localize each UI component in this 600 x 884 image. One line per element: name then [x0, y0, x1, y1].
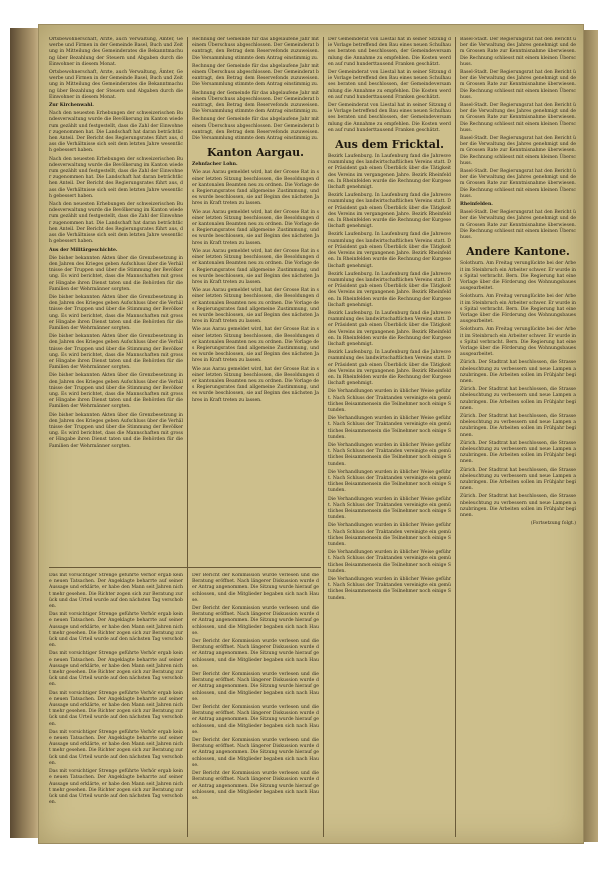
article-text: Die Verhandlungen wurden in üblicher Weise geführt. Nach Schluss der Traktanden vereinigte ein gemütliches Beisammensein die Teilnehmer noch einige Stunden.	[328, 389, 451, 413]
article-text: Zürich. Der Stadtrat hat beschlossen, die Strassenbeleuchtung zu verbessern und neue Lampen anzubringen. Die Arbeiten sollen im Frühjahr beginnen.	[460, 440, 576, 465]
newspaper-page	[38, 24, 584, 844]
column-3	[328, 37, 451, 835]
article-text: Nach den neuesten Erhebungen der schweizerischen Bundesverwaltung wurde die Bevölkerung im Kanton wiederum gezählt und festgestellt, dass die Zahl der Einwohner zugenommen hat. Die Landschaft hat daran beträchtlichen Anteil. Der Bericht des Regierungsrates führt aus, dass die Verhältnisse sich seit dem letzten Jahre wesentlich gebessert haben.	[49, 156, 183, 199]
article-text: Das mit vorsichtiger Strenge geführte Verhör ergab keine neuen Tatsachen. Der Angeklagte beharrte auf seiner Aussage und erklärte, er habe den Mann seit Jahren nicht mehr gesehen. Die Richter zogen sich zur Beratung zurück und das Urteil wurde auf den nächsten Tag verschoben.	[49, 690, 183, 727]
article-heading: Zehnfacher Lohn.	[192, 162, 238, 168]
article-text: Basel-Stadt. Der Regierungsrat hat den Bericht über die Verwaltung des Jahres genehmigt und dem Grossen Rate zur Kenntnisnahme überwiesen. Die Rechnung schliesst mit einem kleinen Überschuss.	[460, 210, 576, 241]
article-text: Das mit vorsichtiger Strenge geführte Verhör ergab keine neuen Tatsachen. Der Angeklagte beharrte auf seiner Aussage und erklärte, er habe den Mann seit Jahren nicht mehr gesehen. Die Richter zogen sich zur Beratung zurück und das Urteil wurde auf den nächsten Tag verschoben.	[49, 651, 183, 688]
article-text: Bezirk Laufenburg. In Laufenburg fand die Jahresversammlung des landwirtschaftlichen Vereins statt. Der Präsident gab einen Überblick über die Tätigkeit des Vereins im vergangenen Jahre. Bezirk Rheinfelden. In Rheinfelden wurde die Rechnung der Kurgesellschaft genehmigt.	[328, 193, 451, 230]
article-text: Nach den neuesten Erhebungen der schweizerischen Bundesverwaltung wurde die Bevölkerung im Kanton wiederum gezählt und festgestellt, dass die Zahl der Einwohner zugenommen hat. Die Landschaft hat daran beträchtlichen Anteil. Der Bericht des Regierungsrates führt aus, dass die Verhältnisse sich seit dem letzten Jahre wesentlich gebessert haben.	[49, 111, 183, 154]
article-text: Wie aus Aarau gemeldet wird, hat der Grosse Rat in seiner letzten Sitzung beschlossen, die Besoldungen der kantonalen Beamten neu zu ordnen. Die Vorlage des Regierungsrates fand allgemeine Zustimmung, und es wurde beschlossen, sie auf Beginn des nächsten Jahres in Kraft treten zu lassen.	[192, 170, 319, 207]
column-rule	[187, 37, 188, 837]
article-text: Die bisher bekannten Akten über die Grenzbesetzung in den Jahren des Krieges geben Aufschluss über die Verhältnisse der Truppen und über die Stimmung der Bevölkerung. Es wird berichtet, dass die Mannschaften mit grosser Hingabe ihren Dienst taten und die Behörden für die Familien der Wehrmänner sorgten.	[49, 334, 183, 371]
article-text: Der Gemeinderat von Liestal hat in seiner Sitzung die Vorlage betreffend den Bau eines neuen Schulhauses beraten und beschlossen, der Gemeindeversammlung die Annahme zu empfehlen. Die Kosten werden auf rund hunderttausend Franken geschätzt.	[328, 70, 451, 100]
article-text: Ortsbewohnerschaft, Arzte, auch Verwaltung, Ämter, Gewerbe und Firmen in der Gemeinde Basel, Buch und Zeitung in Mitteilung des Gemeinderates die Bekanntmachung über Bezahlung der Steuern und Abgaben durch die Einwohner in diesem Monat.	[49, 70, 183, 100]
article-text: Bezirk Laufenburg. In Laufenburg fand die Jahresversammlung des landwirtschaftlichen Vereins statt. Der Präsident gab einen Überblick über die Tätigkeit des Vereins im vergangenen Jahre. Bezirk Rheinfelden. In Rheinfelden wurde die Rechnung der Kurgesellschaft genehmigt.	[328, 310, 451, 347]
article-text: Die Verhandlungen wurden in üblicher Weise geführt. Nach Schluss der Traktanden vereinigte ein gemütliches Beisammensein die Teilnehmer noch einige Stunden.	[328, 577, 451, 601]
article-text: Das mit vorsichtiger Strenge geführte Verhör ergab keine neuen Tatsachen. Der Angeklagte beharrte auf seiner Aussage und erklärte, er habe den Mann seit Jahren nicht mehr gesehen. Die Richter zogen sich zur Beratung zurück und das Urteil wurde auf den nächsten Tag verschoben.	[49, 729, 183, 766]
article-heading: Aus der Militärgeschichte.	[49, 247, 118, 253]
section-heading: Andere Kantone.	[466, 245, 570, 259]
article-text: Bezirk Laufenburg. In Laufenburg fand die Jahresversammlung des landwirtschaftlichen Vereins statt. Der Präsident gab einen Überblick über die Tätigkeit des Vereins im vergangenen Jahre. Bezirk Rheinfelden. In Rheinfelden wurde die Rechnung der Kurgesellschaft genehmigt.	[328, 154, 451, 191]
article-text: Basel-Stadt. Der Regierungsrat hat den Bericht über die Verwaltung des Jahres genehmigt und dem Grossen Rate zur Kenntnisnahme überwiesen. Die Rechnung schliesst mit einem kleinen Überschuss.	[460, 37, 576, 67]
article-text: Solothurn. Am Freitag verunglückte bei der Arbeit im Steinbruch ein Arbeiter schwer. Er wurde ins Spital verbracht. Bern. Die Regierung hat eine Vorlage über die Förderung des Wohnungsbaues ausgearbeitet.	[460, 261, 576, 292]
section-rule	[49, 567, 321, 568]
article-heading: Rheinfelden.	[460, 202, 493, 208]
column-4	[460, 37, 576, 835]
column-2	[192, 37, 319, 563]
article-text: Basel-Stadt. Der Regierungsrat hat den Bericht über die Verwaltung des Jahres genehmigt und dem Grossen Rate zur Kenntnisnahme überwiesen. Die Rechnung schliesst mit einem kleinen Überschuss.	[460, 169, 576, 199]
column-rule	[455, 37, 456, 837]
column-rule	[323, 37, 324, 837]
story-left-continued	[192, 573, 319, 835]
article-text: Rechnung der Gemeinde für das abgelaufene Jahr mit einem Überschuss abgeschlossen. Der Gemeinderat beantragt, den Betrag dem Reservefonds zuzuweisen. Die Versammlung stimmte dem Antrag einstimmig zu.	[192, 37, 319, 61]
article-text: Basel-Stadt. Der Regierungsrat hat den Bericht über die Verwaltung des Jahres genehmigt und dem Grossen Rate zur Kenntnisnahme überwiesen. Die Rechnung schliesst mit einem kleinen Überschuss.	[460, 103, 576, 133]
section-heading: Kanton Aargau.	[206, 146, 305, 160]
article-text: Die bisher bekannten Akten über die Grenzbesetzung in den Jahren des Krieges geben Aufschluss über die Verhältnisse der Truppen und über die Stimmung der Bevölkerung. Es wird berichtet, dass die Mannschaften mit grosser Hingabe ihren Dienst taten und die Behörden für die Familien der Wehrmänner sorgten.	[49, 294, 183, 331]
section-heading: Aus dem Fricktal.	[335, 138, 444, 152]
article-text: Das mit vorsichtiger Strenge geführte Verhör ergab keine neuen Tatsachen. Der Angeklagte beharrte auf seiner Aussage und erklärte, er habe den Mann seit Jahren nicht mehr gesehen. Die Richter zogen sich zur Beratung zurück und das Urteil wurde auf den nächsten Tag verschoben.	[49, 612, 183, 649]
article-text: Nach den neuesten Erhebungen der schweizerischen Bundesverwaltung wurde die Bevölkerung im Kanton wiederum gezählt und festgestellt, dass die Zahl der Einwohner zugenommen hat. Die Landschaft hat daran beträchtlichen Anteil. Der Bericht des Regierungsrates führt aus, dass die Verhältnisse sich seit dem letzten Jahre wesentlich gebessert haben.	[49, 202, 183, 245]
article-text: Basel-Stadt. Der Regierungsrat hat den Bericht über die Verwaltung des Jahres genehmigt und dem Grossen Rate zur Kenntnisnahme überwiesen. Die Rechnung schliesst mit einem kleinen Überschuss.	[460, 136, 576, 166]
article-text: Solothurn. Am Freitag verunglückte bei der Arbeit im Steinbruch ein Arbeiter schwer. Er wurde ins Spital verbracht. Bern. Die Regierung hat eine Vorlage über die Förderung des Wohnungsbaues ausgearbeitet.	[460, 327, 576, 358]
article-text: Bezirk Laufenburg. In Laufenburg fand die Jahresversammlung des landwirtschaftlichen Vereins statt. Der Präsident gab einen Überblick über die Tätigkeit des Vereins im vergangenen Jahre. Bezirk Rheinfelden. In Rheinfelden wurde die Rechnung der Kurgesellschaft genehmigt.	[328, 350, 451, 387]
article-text: Die Verhandlungen wurden in üblicher Weise geführt. Nach Schluss der Traktanden vereinigte ein gemütliches Beisammensein die Teilnehmer noch einige Stunden.	[328, 442, 451, 467]
article-text: Basel-Stadt. Der Regierungsrat hat den Bericht über die Verwaltung des Jahres genehmigt und dem Grossen Rate zur Kenntnisnahme überwiesen. Die Rechnung schliesst mit einem kleinen Überschuss.	[460, 70, 576, 100]
article-text: Der Gemeinderat von Liestal hat in seiner Sitzung die Vorlage betreffend den Bau eines neuen Schulhauses beraten und beschlossen, der Gemeindeversammlung die Annahme zu empfehlen. Die Kosten werden auf rund hunderttausend Franken geschätzt.	[328, 103, 451, 133]
article-text: Die Verhandlungen wurden in üblicher Weise geführt. Nach Schluss der Traktanden vereinigte ein gemütliches Beisammensein die Teilnehmer noch einige Stunden.	[328, 469, 451, 494]
article-text: Der Bericht der Kommission wurde verlesen und die Beratung eröffnet. Nach längerer Diskussion wurde der Antrag angenommen. Die Sitzung wurde hierauf geschlossen, und die Mitglieder begaben sich nach Hause.	[192, 705, 319, 735]
article-text: Der Bericht der Kommission wurde verlesen und die Beratung eröffnet. Nach längerer Diskussion wurde der Antrag angenommen. Die Sitzung wurde hierauf geschlossen, und die Mitglieder begaben sich nach Hause.	[192, 639, 319, 669]
article-text: Die bisher bekannten Akten über die Grenzbesetzung in den Jahren des Krieges geben Aufschluss über die Verhältnisse der Truppen und über die Stimmung der Bevölkerung. Es wird berichtet, dass die Mannschaften mit grosser Hingabe ihren Dienst taten und die Behörden für die Familien der Wehrmänner sorgten.	[49, 373, 183, 410]
article-text: Zürich. Der Stadtrat hat beschlossen, die Strassenbeleuchtung zu verbessern und neue Lampen anzubringen. Die Arbeiten sollen im Frühjahr beginnen.	[460, 360, 576, 384]
article-text: Bezirk Laufenburg. In Laufenburg fand die Jahresversammlung des landwirtschaftlichen Vereins statt. Der Präsident gab einen Überblick über die Tätigkeit des Vereins im vergangenen Jahre. Bezirk Rheinfelden. In Rheinfelden wurde die Rechnung der Kurgesellschaft genehmigt.	[328, 232, 451, 269]
page-edge	[584, 30, 598, 842]
story-left	[49, 573, 183, 835]
article-text: Die bisher bekannten Akten über die Grenzbesetzung in den Jahren des Krieges geben Aufschluss über die Verhältnisse der Truppen und über die Stimmung der Bevölkerung. Es wird berichtet, dass die Mannschaften mit grosser Hingabe ihren Dienst taten und die Behörden für die Familien der Wehrmänner sorgten.	[49, 412, 183, 449]
article-text: Die Verhandlungen wurden in üblicher Weise geführt. Nach Schluss der Traktanden vereinigte ein gemütliches Beisammensein die Teilnehmer noch einige Stunden.	[328, 496, 451, 521]
article-text: Der Bericht der Kommission wurde verlesen und die Beratung eröffnet. Nach längerer Diskussion wurde der Antrag angenommen. Die Sitzung wurde hierauf geschlossen, und die Mitglieder begaben sich nach Hause.	[192, 771, 319, 801]
article-text: Das mit vorsichtiger Strenge geführte Verhör ergab keine neuen Tatsachen. Der Angeklagte beharrte auf seiner Aussage und erklärte, er habe den Mann seit Jahren nicht mehr gesehen. Die Richter zogen sich zur Beratung zurück und das Urteil wurde auf den nächsten Tag verschoben.	[49, 573, 183, 610]
article-text: Rechnung der Gemeinde für das abgelaufene Jahr mit einem Überschuss abgeschlossen. Der Gemeinderat beantragt, den Betrag dem Reservefonds zuzuweisen. Die Versammlung stimmte dem Antrag einstimmig zu.	[192, 90, 319, 115]
book-binding	[10, 28, 40, 838]
article-text: Bezirk Laufenburg. In Laufenburg fand die Jahresversammlung des landwirtschaftlichen Vereins statt. Der Präsident gab einen Überblick über die Tätigkeit des Vereins im vergangenen Jahre. Bezirk Rheinfelden. In Rheinfelden wurde die Rechnung der Kurgesellschaft genehmigt.	[328, 271, 451, 308]
article-text: Zürich. Der Stadtrat hat beschlossen, die Strassenbeleuchtung zu verbessern und neue Lampen anzubringen. Die Arbeiten sollen im Frühjahr beginnen.	[460, 467, 576, 492]
article-text: Der Gemeinderat von Liestal hat in seiner Sitzung die Vorlage betreffend den Bau eines neuen Schulhauses beraten und beschlossen, der Gemeindeversammlung die Annahme zu empfehlen. Die Kosten werden auf rund hunderttausend Franken geschätzt.	[328, 37, 451, 67]
article-text: Der Bericht der Kommission wurde verlesen und die Beratung eröffnet. Nach längerer Diskussion wurde der Antrag angenommen. Die Sitzung wurde hierauf geschlossen, und die Mitglieder begaben sich nach Hause.	[192, 606, 319, 636]
article-text: Wie aus Aarau gemeldet wird, hat der Grosse Rat in seiner letzten Sitzung beschlossen, die Besoldungen der kantonalen Beamten neu zu ordnen. Die Vorlage des Regierungsrates fand allgemeine Zustimmung, und es wurde beschlossen, sie auf Beginn des nächsten Jahres in Kraft treten zu lassen.	[192, 288, 319, 325]
article-text: Das mit vorsichtiger Strenge geführte Verhör ergab keine neuen Tatsachen. Der Angeklagte beharrte auf seiner Aussage und erklärte, er habe den Mann seit Jahren nicht mehr gesehen. Die Richter zogen sich zur Beratung zurück und das Urteil wurde auf den nächsten Tag verschoben.	[49, 769, 183, 806]
article-text: Rechnung der Gemeinde für das abgelaufene Jahr mit einem Überschuss abgeschlossen. Der Gemeinderat beantragt, den Betrag dem Reservefonds zuzuweisen. Die Versammlung stimmte dem Antrag einstimmig zu.	[192, 63, 319, 88]
continuation-note: (Fortsetzung folgt.)	[530, 521, 576, 527]
article-text: Wie aus Aarau gemeldet wird, hat der Grosse Rat in seiner letzten Sitzung beschlossen, die Besoldungen der kantonalen Beamten neu zu ordnen. Die Vorlage des Regierungsrates fand allgemeine Zustimmung, und es wurde beschlossen, sie auf Beginn des nächsten Jahres in Kraft treten zu lassen.	[192, 248, 319, 285]
article-text: Rechnung der Gemeinde für das abgelaufene Jahr mit einem Überschuss abgeschlossen. Der Gemeinderat beantragt, den Betrag dem Reservefonds zuzuweisen. Die Versammlung stimmte dem Antrag einstimmig zu.	[192, 117, 319, 142]
article-text: Der Bericht der Kommission wurde verlesen und die Beratung eröffnet. Nach längerer Diskussion wurde der Antrag angenommen. Die Sitzung wurde hierauf geschlossen, und die Mitglieder begaben sich nach Hause.	[192, 738, 319, 768]
article-text: Die bisher bekannten Akten über die Grenzbesetzung in den Jahren des Krieges geben Aufschluss über die Verhältnisse der Truppen und über die Stimmung der Bevölkerung. Es wird berichtet, dass die Mannschaften mit grosser Hingabe ihren Dienst taten und die Behörden für die Familien der Wehrmänner sorgten.	[49, 255, 183, 292]
article-text: Die Verhandlungen wurden in üblicher Weise geführt. Nach Schluss der Traktanden vereinigte ein gemütliches Beisammensein die Teilnehmer noch einige Stunden.	[328, 416, 451, 440]
article-text: Solothurn. Am Freitag verunglückte bei der Arbeit im Steinbruch ein Arbeiter schwer. Er wurde ins Spital verbracht. Bern. Die Regierung hat eine Vorlage über die Förderung des Wohnungsbaues ausgearbeitet.	[460, 294, 576, 325]
article-heading: Zur Kirchenwahl.	[49, 103, 94, 109]
column-1	[49, 37, 183, 563]
article-text: Der Bericht der Kommission wurde verlesen und die Beratung eröffnet. Nach längerer Diskussion wurde der Antrag angenommen. Die Sitzung wurde hierauf geschlossen, und die Mitglieder begaben sich nach Hause.	[192, 573, 319, 603]
article-text: Wie aus Aarau gemeldet wird, hat der Grosse Rat in seiner letzten Sitzung beschlossen, die Besoldungen der kantonalen Beamten neu zu ordnen. Die Vorlage des Regierungsrates fand allgemeine Zustimmung, und es wurde beschlossen, sie auf Beginn des nächsten Jahres in Kraft treten zu lassen.	[192, 327, 319, 364]
article-text: Wie aus Aarau gemeldet wird, hat der Grosse Rat in seiner letzten Sitzung beschlossen, die Besoldungen der kantonalen Beamten neu zu ordnen. Die Vorlage des Regierungsrates fand allgemeine Zustimmung, und es wurde beschlossen, sie auf Beginn des nächsten Jahres in Kraft treten zu lassen.	[192, 209, 319, 246]
article-text: Wie aus Aarau gemeldet wird, hat der Grosse Rat in seiner letzten Sitzung beschlossen, die Besoldungen der kantonalen Beamten neu zu ordnen. Die Vorlage des Regierungsrates fand allgemeine Zustimmung, und es wurde beschlossen, sie auf Beginn des nächsten Jahres in Kraft treten zu lassen.	[192, 366, 319, 403]
article-text: Der Bericht der Kommission wurde verlesen und die Beratung eröffnet. Nach längerer Diskussion wurde der Antrag angenommen. Die Sitzung wurde hierauf geschlossen, und die Mitglieder begaben sich nach Hause.	[192, 672, 319, 702]
article-text: Die Verhandlungen wurden in üblicher Weise geführt. Nach Schluss der Traktanden vereinigte ein gemütliches Beisammensein die Teilnehmer noch einige Stunden.	[328, 550, 451, 574]
article-text: Zürich. Der Stadtrat hat beschlossen, die Strassenbeleuchtung zu verbessern und neue Lampen anzubringen. Die Arbeiten sollen im Frühjahr beginnen.	[460, 494, 576, 519]
article-text: Ortsbewohnerschaft, Arzte, auch Verwaltung, Ämter, Gewerbe und Firmen in der Gemeinde Basel, Buch und Zeitung in Mitteilung des Gemeinderates die Bekanntmachung über Bezahlung der Steuern und Abgaben durch die Einwohner in diesem Monat.	[49, 37, 183, 67]
article-text: Zürich. Der Stadtrat hat beschlossen, die Strassenbeleuchtung zu verbessern und neue Lampen anzubringen. Die Arbeiten sollen im Frühjahr beginnen.	[460, 413, 576, 438]
article-text: Die Verhandlungen wurden in üblicher Weise geführt. Nach Schluss der Traktanden vereinigte ein gemütliches Beisammensein die Teilnehmer noch einige Stunden.	[328, 523, 451, 548]
article-text: Zürich. Der Stadtrat hat beschlossen, die Strassenbeleuchtung zu verbessern und neue Lampen anzubringen. Die Arbeiten sollen im Frühjahr beginnen.	[460, 387, 576, 411]
